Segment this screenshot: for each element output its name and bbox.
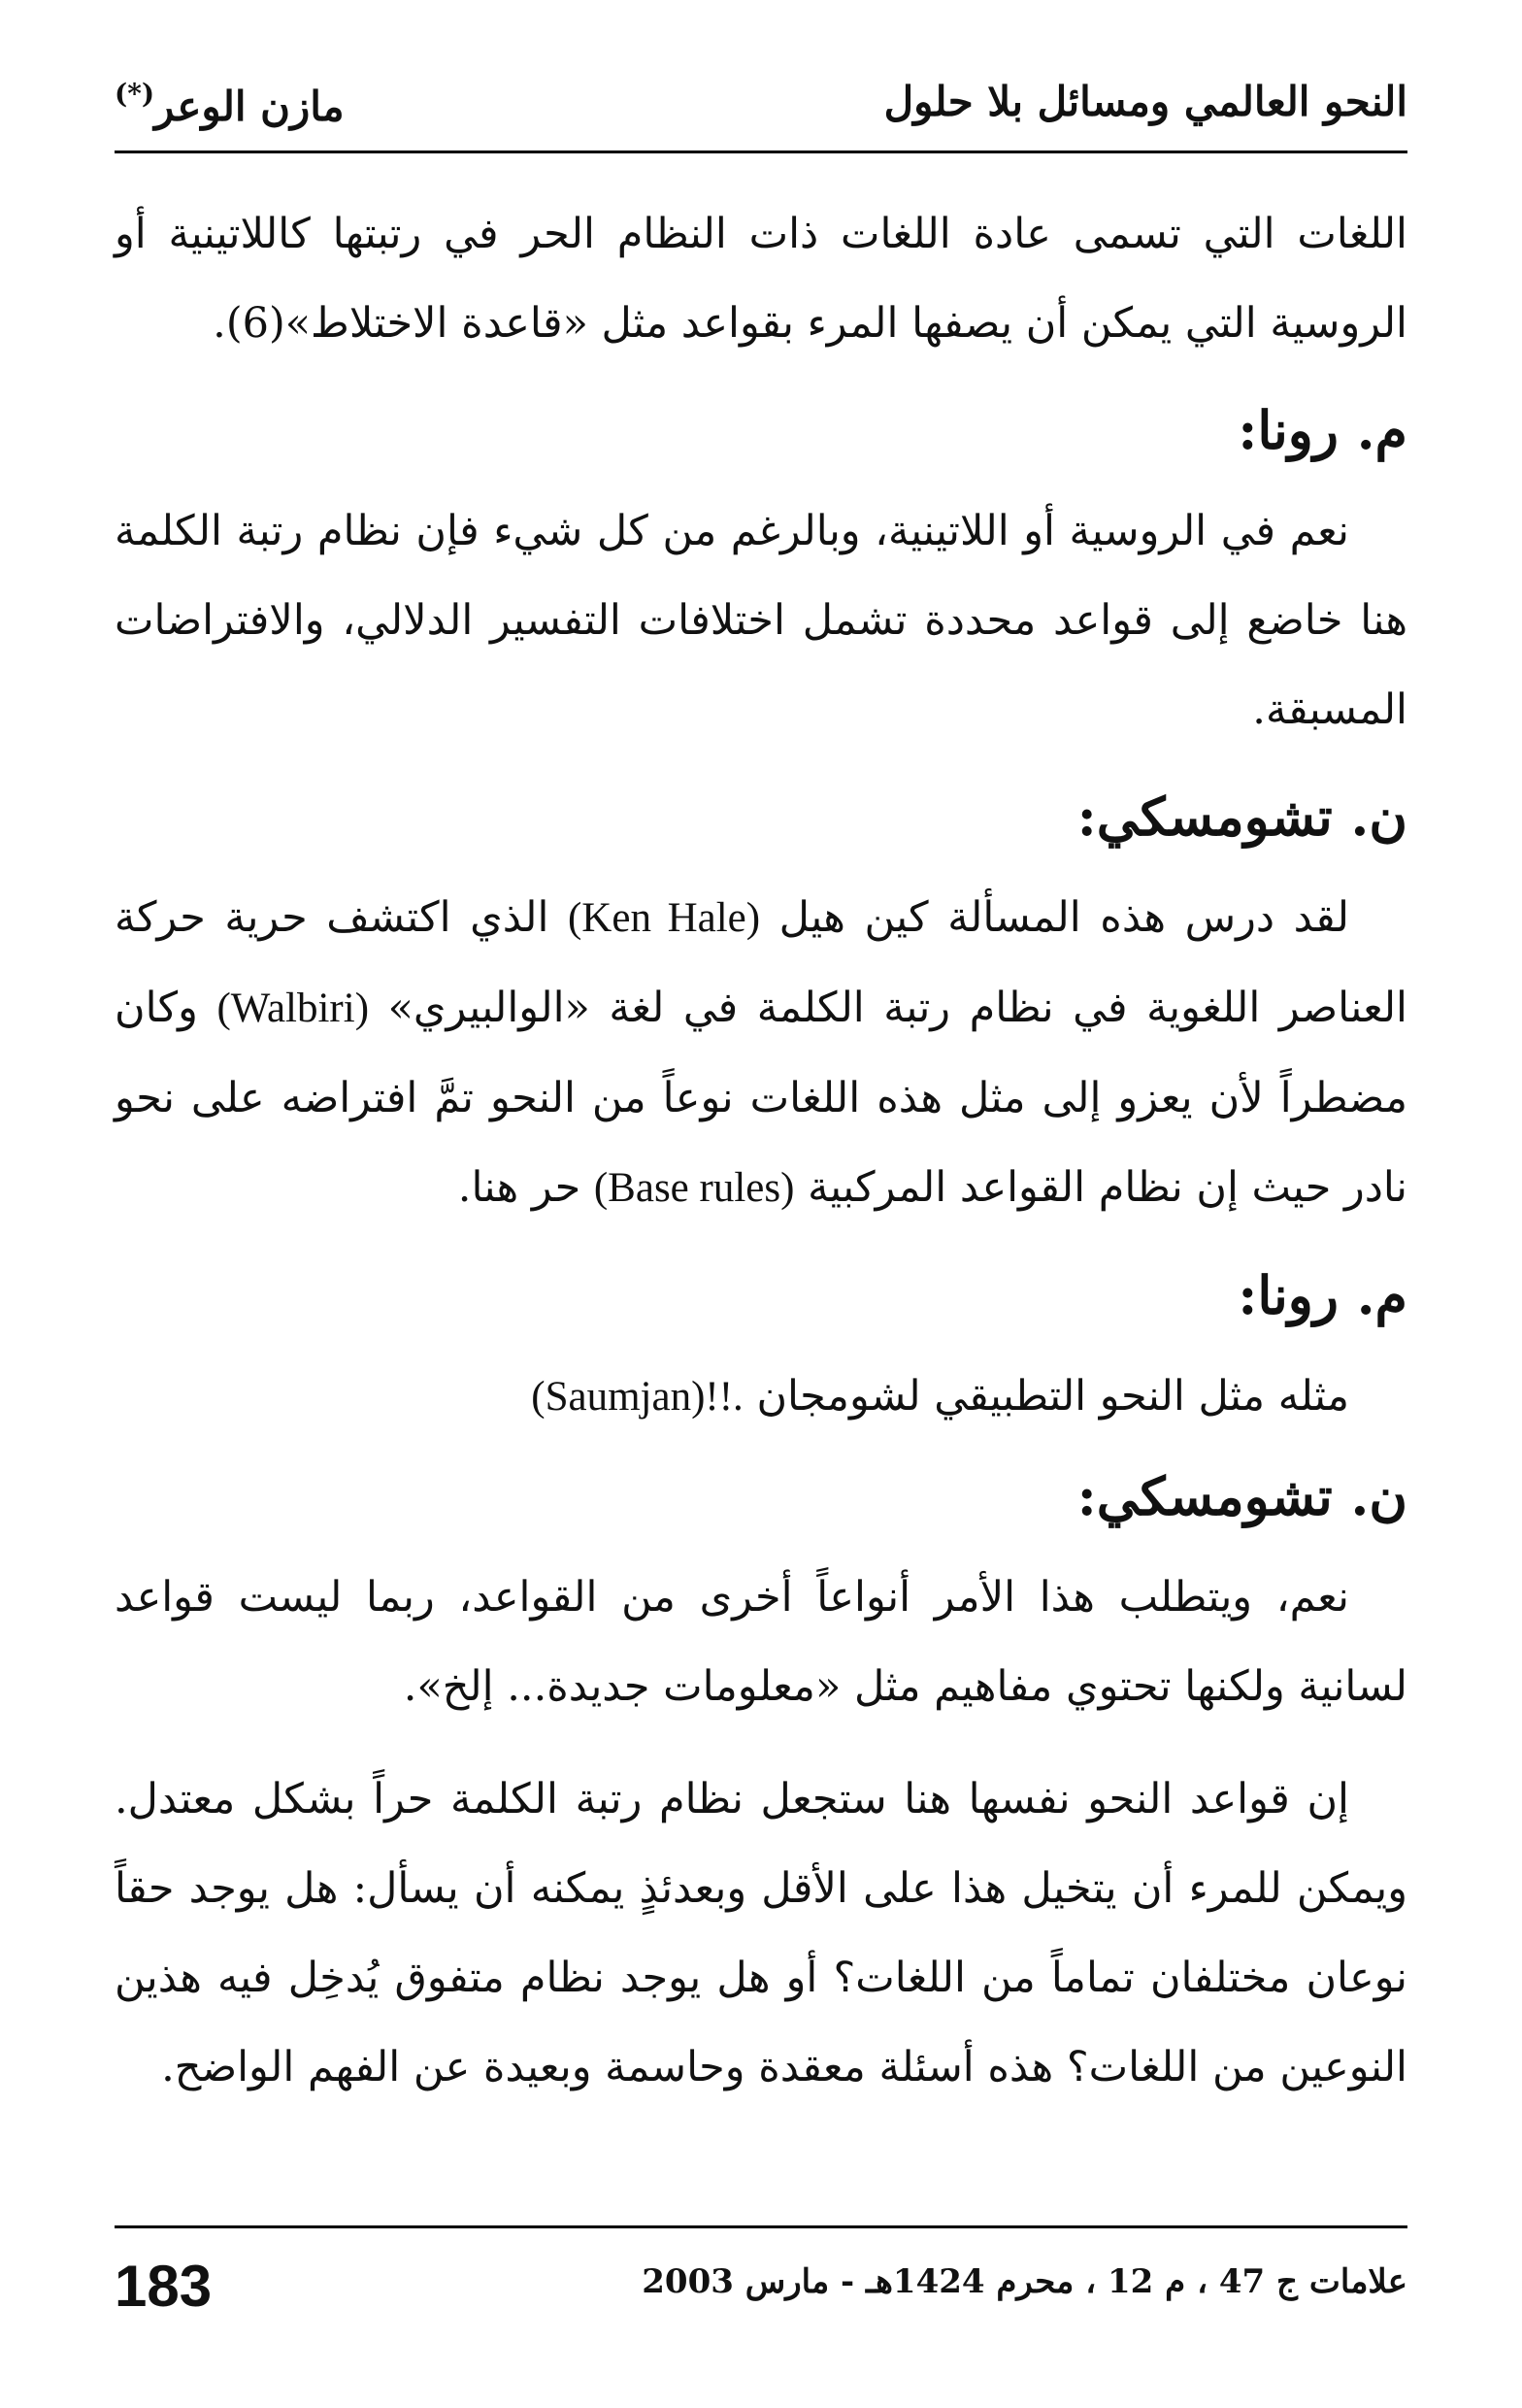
p3-part-b: الذي اكتشف حرية حركة العناصر اللغوية في نظام رتبة الكلمة في لغة «الوالبيري» (115, 893, 1408, 1032)
journal-citation: علامات ج 47 ، م 12 ، محرم 1424هـ - مارس 2003 (642, 2262, 1407, 2301)
speaker-heading-rona-2: م. رونا: (1238, 1264, 1407, 1326)
p4-saumjan: (Saumjan)!!. (531, 1374, 744, 1420)
p3-walbiri: (Walbiri) (216, 986, 370, 1031)
p4-part-a: مثله مثل النحو التطبيقي لشومجان (756, 1372, 1349, 1421)
p3-ken-hale: (Ken Hale) (567, 895, 761, 941)
paragraph-4 (115, 1352, 1407, 1442)
p3-part-c: وكان مضطراً لأن يعزو إلى مثل هذه اللغات نوعاً من النحو تمَّ افتراضه على نحو نادر حيث إن نظام القواعد المركبية (115, 984, 1407, 1212)
p3-part-d: حر هنا. (457, 1163, 581, 1212)
speaker-heading-chomsky-2: ن. تشومسكي: (1076, 1465, 1407, 1527)
running-title: النحو العالمي ومسائل بلا حلول (883, 78, 1407, 125)
p3-part-a: لقد درس هذه المسألة كين هيل (778, 893, 1350, 942)
p3-base-rules: (Base rules) (593, 1165, 795, 1211)
page-footer (115, 2253, 1407, 2330)
author-name: مازن الوعر (154, 83, 345, 130)
speaker-heading-rona-1: م. رونا: (1238, 399, 1407, 461)
running-header (115, 78, 1407, 140)
author-footnote-mark: (*) (115, 78, 155, 110)
paragraph-5: نعم، ويتطلب هذا الأمر أنواعاً أخرى من القواعد، ربما ليست قواعد لسانية ولكنها تحتوي مفاهيم مثل «معلومات جديدة... إلخ». (115, 1573, 1407, 1711)
header-rule (115, 150, 1407, 153)
paragraph-1: اللغات التي تسمى عادة اللغات ذات النظام الحر في رتبتها كاللاتينية أو الروسية التي يمكن أن يصفها المرء بقواعد مثل «قاعدة الاختلاط»(6). (115, 210, 1407, 348)
paragraph-3 (115, 873, 1407, 1233)
speaker-heading-chomsky-1: ن. تشومسكي: (1076, 786, 1407, 848)
paragraph-2: نعم في الروسية أو اللاتينية، وبالرغم من كل شيء فإن نظام رتبة الكلمة هنا خاضع إلى قواعد محددة تشمل اختلافات التفسير الدلالي، والافتراضات المسبقة. (115, 507, 1407, 734)
article-body (115, 189, 1407, 2135)
paragraph-6: إن قواعد النحو نفسها هنا ستجعل نظام رتبة الكلمة حراً بشكل معتدل. ويمكن للمرء أن يتخيل هذا على الأقل وبعدئذٍ يمكنه أن يسأل: هل يوجد حقاً نوعان مختلفان تماماً من اللغات؟ أو هل يوجد نظام متفوق يُدخِل فيه هذين النوعين من اللغات؟ هذه أسئلة معقدة وحاسمة وبعيدة عن الفهم الواضح. (115, 1775, 1407, 2091)
footer-rule (115, 2225, 1407, 2228)
running-author (115, 78, 345, 130)
page-number: 183 (115, 2254, 213, 2319)
